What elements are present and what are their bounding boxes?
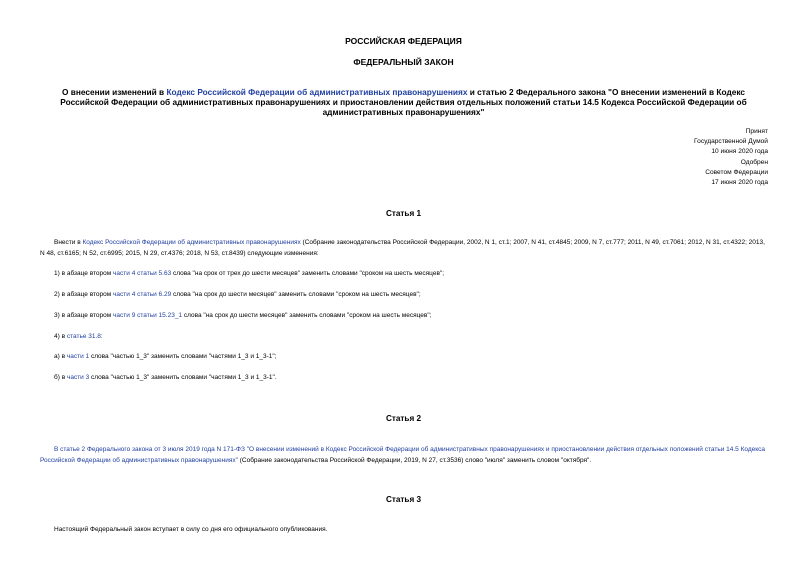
item-prefix: 2) в абзаце втором — [54, 291, 114, 298]
title-prefix: О внесении изменений в — [62, 87, 167, 97]
subitem-b-link[interactable]: части 3 — [66, 374, 90, 381]
title-rest: и статью 2 Федерального закона "О внесении изменений в Кодекс Российской Федерации об административных правонарушениях и приостановлении действия отдельных положений статьи 14.5 Кодекса Российской Федерации об административных правонарушениях" — [60, 87, 747, 117]
item-2-link[interactable]: части 4 статьи 6.29 — [113, 291, 172, 298]
subitem-a-link[interactable]: части 1 — [66, 353, 90, 360]
item-prefix: б) в — [54, 374, 67, 381]
article-2-law-link[interactable]: В статье 2 Федерального закона от 3 июля 2019 года N 171-ФЗ "О внесении изменений в Кодекс Российской Федерации об административных правонарушениях и приостановлении действия отдельных положений статьи 14.5 Кодекса Российской Федерации об административных правонарушениях" — [40, 446, 766, 464]
article-1-item-2 — [54, 291, 421, 298]
article-1-item-3 — [54, 312, 431, 319]
country-heading: РОССИЙСКАЯ ФЕДЕРАЦИЯ — [345, 36, 462, 46]
adoption-line: 17 июня 2020 года — [711, 179, 768, 187]
item-prefix: 1) в абзаце втором — [54, 270, 114, 277]
adoption-line: Принят — [745, 128, 768, 135]
article-2-heading: Статья 2 — [385, 414, 422, 423]
item-suffix: слова "частью 1_3" заменить словами "частями 1_3 и 1_3-1"; — [89, 353, 277, 360]
article-3-heading: Статья 3 — [385, 495, 422, 504]
item-suffix: слова "на срок до шести месяцев" заменить словами "сроком на шесть месяцев"; — [182, 312, 432, 319]
item-suffix: слова "на срок до шести месяцев" заменить словами "сроком на шесть месяцев"; — [171, 291, 421, 298]
intro-prefix: Внести в — [54, 239, 83, 246]
article-1-item-1 — [54, 270, 444, 277]
item-4-link[interactable]: статье 31.8 — [66, 333, 101, 340]
adoption-line: Одобрен — [740, 158, 768, 166]
article-3-text: Настоящий Федеральный закон вступает в силу со дня его официального опубликования. — [54, 526, 328, 533]
item-prefix: а) в — [54, 353, 67, 360]
adoption-line: 10 июня 2020 года — [711, 148, 768, 156]
article-2-suffix: (Собрание законодательства Российской Федерации, 2019, N 27, ст.3536) слово "июля" заменить словом "октября". — [237, 456, 592, 464]
article-2-text — [40, 445, 770, 466]
article-1-subitem-b — [54, 374, 277, 381]
article-1-subitem-a — [54, 353, 277, 360]
intro-code-link[interactable]: Кодекс Российской Федерации об административных правонарушениях — [82, 239, 301, 246]
article-1-item-4 — [54, 333, 103, 340]
adoption-info — [694, 127, 768, 188]
intro-suffix: (Собрание законодательства Российской Федерации, 2002, N 1, ст.1; 2007, N 41, ст.4845; 2009, N 7, ст.777; 2011, N 49, ст.7061; 2012, N 31, ст.4322; 2013, N 48, ст.6165; N 52, ст.6995; 2015, N 29, ст.4376; 2018, N 53, ст.8439) следующие изменения: — [40, 239, 765, 257]
article-1-heading: Статья 1 — [385, 209, 422, 218]
item-3-link[interactable]: части 9 статьи 15.23_1 — [113, 312, 183, 319]
adoption-line: Советом Федерации — [705, 168, 768, 176]
item-prefix: 4) в — [54, 333, 67, 340]
item-prefix: 3) в абзаце втором — [54, 312, 114, 319]
adoption-line: Государственной Думой — [694, 138, 768, 146]
item-1-link[interactable]: части 4 статьи 5.63 — [113, 270, 172, 277]
law-type-heading: ФЕДЕРАЛЬНЫЙ ЗАКОН — [353, 57, 454, 67]
title-link-code[interactable]: Кодекс Российской Федерации об административных правонарушениях — [166, 87, 468, 97]
item-suffix: слова "на срок от трех до шести месяцев" заменить словами "сроком на шесть месяцев"; — [171, 270, 445, 277]
item-suffix: : — [100, 333, 103, 340]
article-1-intro — [40, 238, 770, 259]
law-title — [48, 87, 759, 117]
item-suffix: слова "частью 1_3" заменить словами "частями 1_3 и 1_3-1". — [89, 374, 277, 381]
